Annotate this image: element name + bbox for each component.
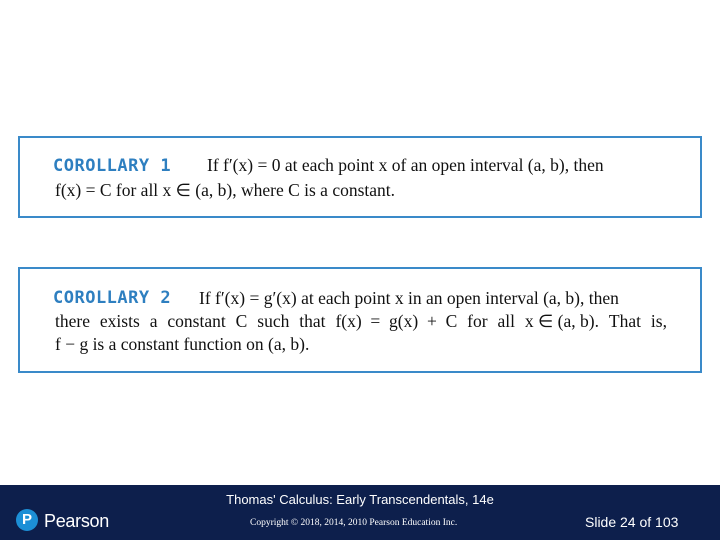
book-title: Thomas' Calculus: Early Transcendentals, 14e	[226, 492, 494, 507]
corollary-2-line-2-word: a	[149, 311, 158, 331]
corollary-1-label: COROLLARY 1	[53, 156, 172, 176]
corollary-2-line-2	[55, 311, 667, 332]
corollary-2-line-2-word: constant	[167, 311, 226, 331]
corollary-2-line-2-word: such	[257, 311, 290, 331]
corollary-2-line-2-word: exists	[99, 311, 140, 331]
corollary-2-line-2-word: C	[235, 311, 248, 331]
corollary-2-label: COROLLARY 2	[53, 288, 172, 308]
slide-counter: Slide 24 of 103	[585, 514, 679, 530]
corollary-2-line-2-word: f(x) = g(x) + C	[335, 311, 458, 331]
corollary-1-box	[18, 136, 702, 218]
corollary-2-line-2-word: there	[55, 311, 90, 331]
corollary-2-line-2-word: all	[497, 311, 515, 331]
pearson-logo-glyph: P	[22, 511, 33, 528]
corollary-2-line-2-word: that	[299, 311, 326, 331]
pearson-brand: Pearson	[44, 511, 109, 531]
corollary-1-line-1: If f′(x) = 0 at each point x of an open interval (a, b), then	[207, 155, 604, 175]
corollary-2-line-2-word: for	[467, 311, 488, 331]
corollary-2-line-2-word: That	[608, 311, 641, 331]
corollary-2-line-2-word: x ∈ (a, b).	[524, 311, 599, 331]
corollary-2-line-3: f − g is a constant function on (a, b).	[55, 334, 310, 354]
copyright-text: Copyright © 2018, 2014, 2010 Pearson Education Inc.	[250, 518, 458, 528]
corollary-1-line-2: f(x) = C for all x ∈ (a, b), where C is a constant.	[55, 180, 396, 200]
corollary-2-line-2-word: is,	[650, 311, 667, 331]
corollary-2-line-1: If f′(x) = g′(x) at each point x in an open interval (a, b), then	[199, 288, 619, 308]
